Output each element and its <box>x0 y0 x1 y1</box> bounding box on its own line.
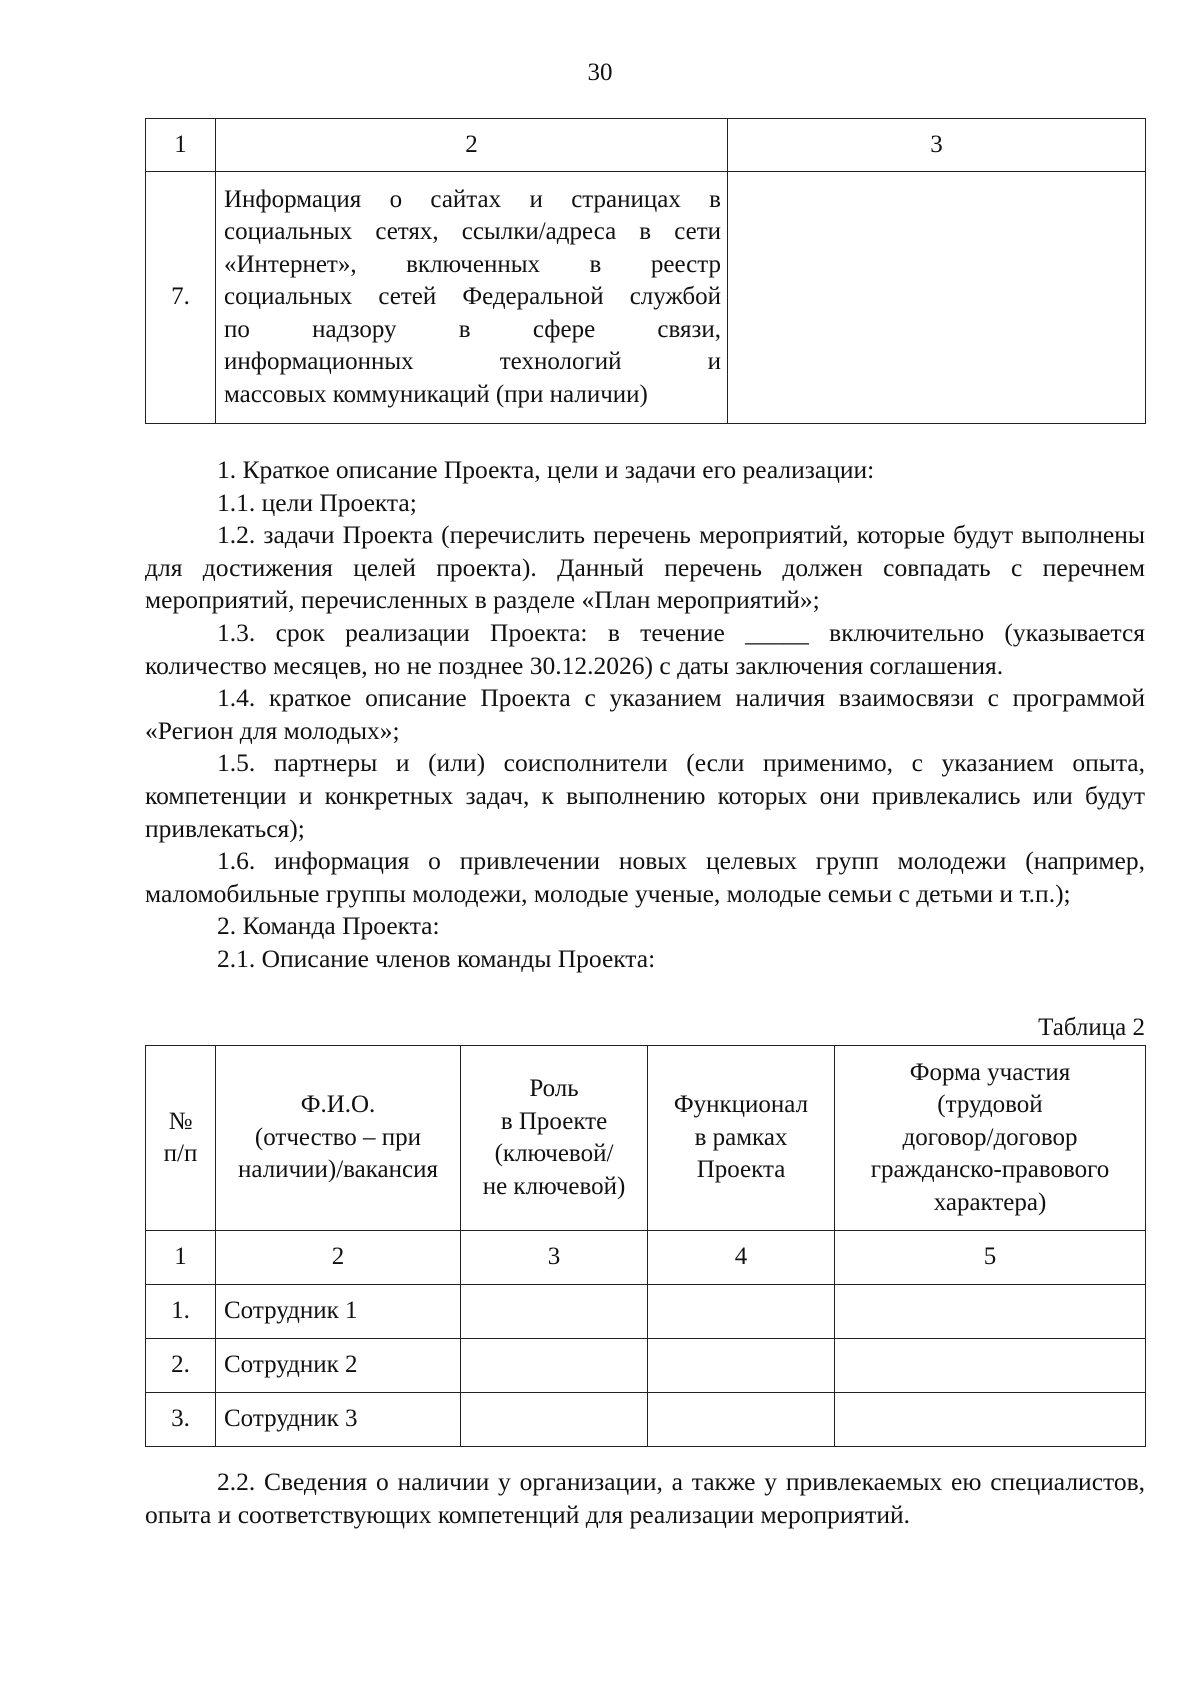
table-row <box>146 1285 1146 1339</box>
header-line: № <box>168 1107 193 1135</box>
member-form <box>835 1393 1146 1447</box>
description-line: Информация о сайтах и страницах в <box>224 185 721 213</box>
member-role <box>461 1285 648 1339</box>
header-line: в Проекте <box>500 1107 608 1135</box>
column-number-3: 3 <box>461 1231 648 1285</box>
description-line: социальных сетей Федеральной службой <box>224 283 721 311</box>
column-number-3: 3 <box>728 119 1146 172</box>
header-line: Функционал <box>673 1091 809 1119</box>
column-number-5: 5 <box>835 1231 1146 1285</box>
row-value <box>728 172 1146 424</box>
header-line: (ключевой/ <box>494 1140 614 1167</box>
paragraph-1-3: 1.3. срок реализации Проекта: в течение _____ включительно (указывается количество месяцев, но не позднее 30.12.2026) с даты заключения соглашения. <box>145 617 1145 680</box>
header-line: Ф.И.О. <box>300 1091 376 1119</box>
table-caption: Таблица 2 <box>1038 1014 1145 1041</box>
description-line: «Интернет», включенных в реестр <box>224 250 721 278</box>
column-number-2: 2 <box>216 119 728 172</box>
member-form <box>835 1339 1146 1393</box>
paragraph-1-5: 1.5. партнеры и (или) соисполнители (если применимо, с указанием опыта, компетенции и конкретных задач, к выполнению которых они привлекались или будут привлекаться); <box>145 748 1145 843</box>
column-number-1: 1 <box>146 1231 216 1285</box>
paragraph-1-6: 1.6. информация о привлечении новых целевых групп молодежи (например, маломобильные группы молодежи, молодые ученые, молодые семьи с детьми и т.п.); <box>145 846 1145 908</box>
header-number <box>146 1046 216 1231</box>
row-number: 2. <box>146 1339 216 1393</box>
header-line: Проекта <box>696 1156 786 1184</box>
member-form <box>835 1285 1146 1339</box>
column-numbers-row <box>146 1231 1146 1285</box>
table-row <box>146 1339 1146 1393</box>
header-name <box>216 1046 461 1231</box>
description-line: по надзору в сфере связи, <box>224 315 721 343</box>
header-line: не ключевой) <box>482 1172 626 1200</box>
paragraph-1-2: 1.2. задачи Проекта (перечислить перечень мероприятий, которые будут выполнены для достижения целей проекта). Данный перечень должен совпадать с перечнем мероприятий, перечисленных в разделе «План мероприятий»; <box>145 520 1145 615</box>
header-role <box>461 1046 648 1231</box>
header-line: Роль <box>529 1075 579 1102</box>
section-text <box>145 454 1145 976</box>
header-line: договор/договор <box>902 1123 1078 1151</box>
header-line: п/п <box>163 1140 198 1167</box>
header-participation-form <box>835 1046 1146 1231</box>
description-line: информационных технологий и <box>224 348 721 376</box>
header-function <box>648 1046 835 1231</box>
closing-text <box>145 1466 1145 1531</box>
member-name: Сотрудник 2 <box>216 1339 461 1393</box>
description-line: массовых коммуникаций (при наличии) <box>224 380 648 408</box>
member-function <box>648 1339 835 1393</box>
header-line: наличии)/вакансия <box>238 1156 438 1184</box>
member-function <box>648 1393 835 1447</box>
page-number: 30 <box>587 59 613 86</box>
member-name: Сотрудник 1 <box>216 1285 461 1339</box>
table-row <box>146 1393 1146 1447</box>
paragraph-1: 1. Краткое описание Проекта, цели и задачи его реализации: <box>217 455 875 484</box>
table-row <box>146 172 1146 424</box>
row-description <box>216 172 728 424</box>
column-number-1: 1 <box>146 119 216 172</box>
header-line: (трудовой <box>937 1091 1043 1119</box>
header-line: (отчество – при <box>254 1123 422 1151</box>
paragraph-2: 2. Команда Проекта: <box>217 911 440 941</box>
column-number-4: 4 <box>648 1231 835 1285</box>
member-role <box>461 1393 648 1447</box>
row-number: 3. <box>146 1393 216 1447</box>
member-name: Сотрудник 3 <box>216 1393 461 1447</box>
row-number: 1. <box>146 1285 216 1339</box>
team-table <box>145 1045 1146 1447</box>
paragraph-1-1: 1.1. цели Проекта; <box>217 487 417 517</box>
description-line: социальных сетях, ссылки/адреса в сети <box>224 218 721 246</box>
table-header-row <box>146 119 1146 172</box>
header-line: характера) <box>933 1188 1047 1216</box>
info-table <box>145 118 1146 424</box>
header-line: Форма участия <box>909 1058 1071 1086</box>
paragraph-1-4: 1.4. краткое описание Проекта с указанием наличия взаимосвязи с программой «Регион для молодых»; <box>145 683 1145 745</box>
row-number: 7. <box>146 172 216 424</box>
member-function <box>648 1285 835 1339</box>
paragraph-2-1: 2.1. Описание членов команды Проекта: <box>217 943 656 973</box>
table-header-row <box>146 1046 1146 1231</box>
column-number-2: 2 <box>216 1231 461 1285</box>
member-role <box>461 1339 648 1393</box>
header-line: гражданско-правового <box>870 1156 1110 1184</box>
paragraph-2-2: 2.2. Сведения о наличии у организации, а также у привлекаемых ею специалистов, опыта и соответствующих компетенций для реализации мероприятий. <box>145 1467 1145 1529</box>
header-line: в рамках <box>694 1123 788 1151</box>
